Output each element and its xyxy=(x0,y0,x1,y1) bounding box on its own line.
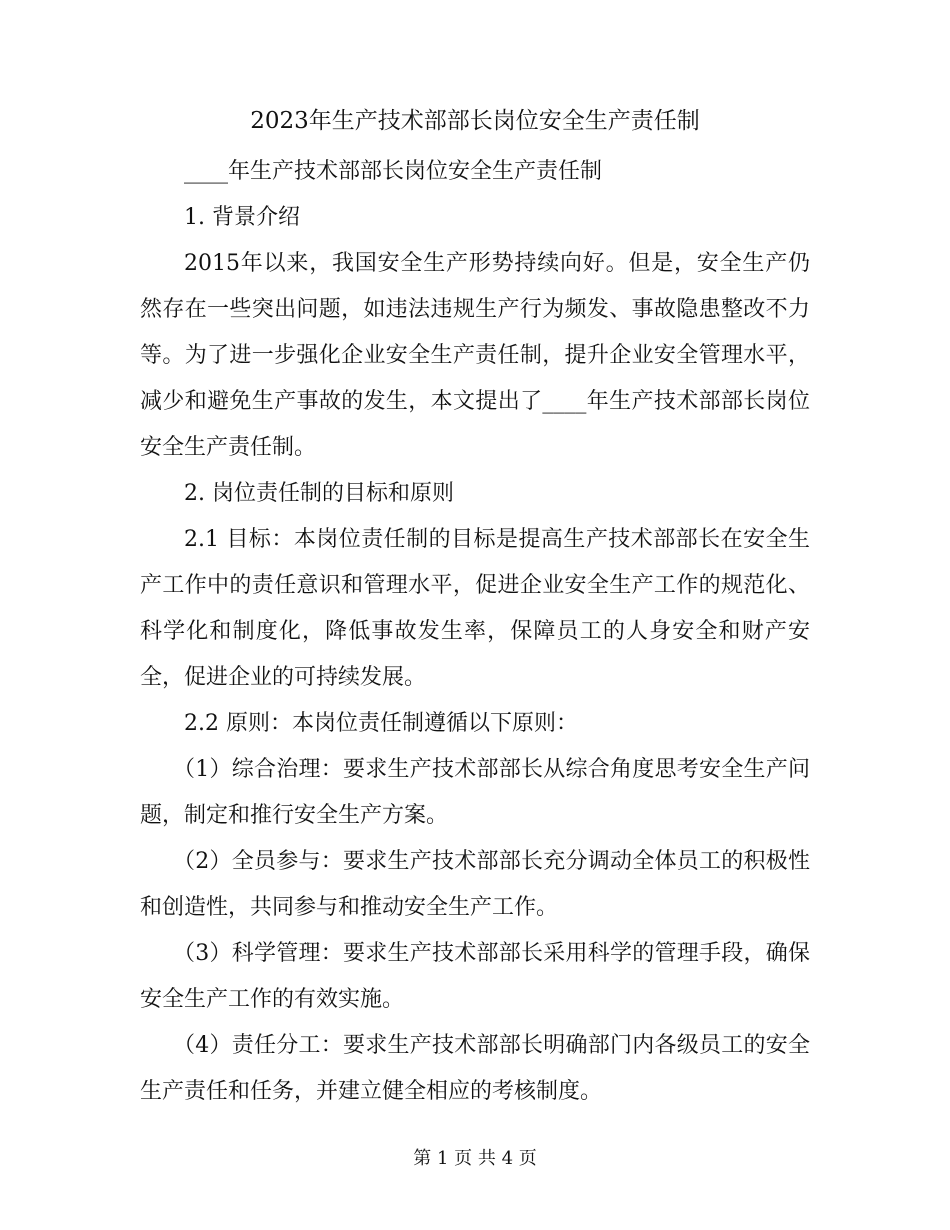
paragraph-principles-intro: 2.2 原则：本岗位责任制遵循以下原则： xyxy=(184,711,578,736)
paragraph-principle-4: （4）责任分工：要求生产技术部部长明确部门内各级员工的安全生产责任和任务，并建立健全相应的考核制度。 xyxy=(140,1033,810,1104)
document-body xyxy=(140,149,810,1115)
paragraph-subtitle: ____年生产技术部部长岗位安全生产责任制 xyxy=(184,159,603,184)
section-heading-background: 1. 背景介绍 xyxy=(184,205,300,230)
paragraph-principle-3: （3）科学管理：要求生产技术部部长采用科学的管理手段，确保安全生产工作的有效实施。 xyxy=(140,941,810,1012)
paragraph-goal: 2.1 目标：本岗位责任制的目标是提高生产技术部部长在安全生产工作中的责任意识和管理水平，促进企业安全生产工作的规范化、科学化和制度化，降低事故发生率，保障员工的人身安全和财产安全，促进企业的可持续发展。 xyxy=(140,527,810,690)
page-indicator: 第 1 页 共 4 页 xyxy=(413,1148,537,1169)
document-title: 2023年生产技术部部长岗位安全生产责任制 xyxy=(250,108,700,134)
paragraph-background: 2015年以来，我国安全生产形势持续向好。但是，安全生产仍然存在一些突出问题，如违法违规生产行为频发、事故隐患整改不力等。为了进一步强化企业安全生产责任制，提升企业安全管理水平，减少和避免生产事故的发生，本文提出了____年生产技术部部长岗位安全生产责任制。 xyxy=(140,251,810,460)
paragraph-principle-2: （2）全员参与：要求生产技术部部长充分调动全体员工的积极性和创造性，共同参与和推动安全生产工作。 xyxy=(140,849,810,920)
paragraph-principle-1: （1）综合治理：要求生产技术部部长从综合角度思考安全生产问题，制定和推行安全生产方案。 xyxy=(140,757,810,828)
section-heading-goals: 2. 岗位责任制的目标和原则 xyxy=(184,481,454,506)
